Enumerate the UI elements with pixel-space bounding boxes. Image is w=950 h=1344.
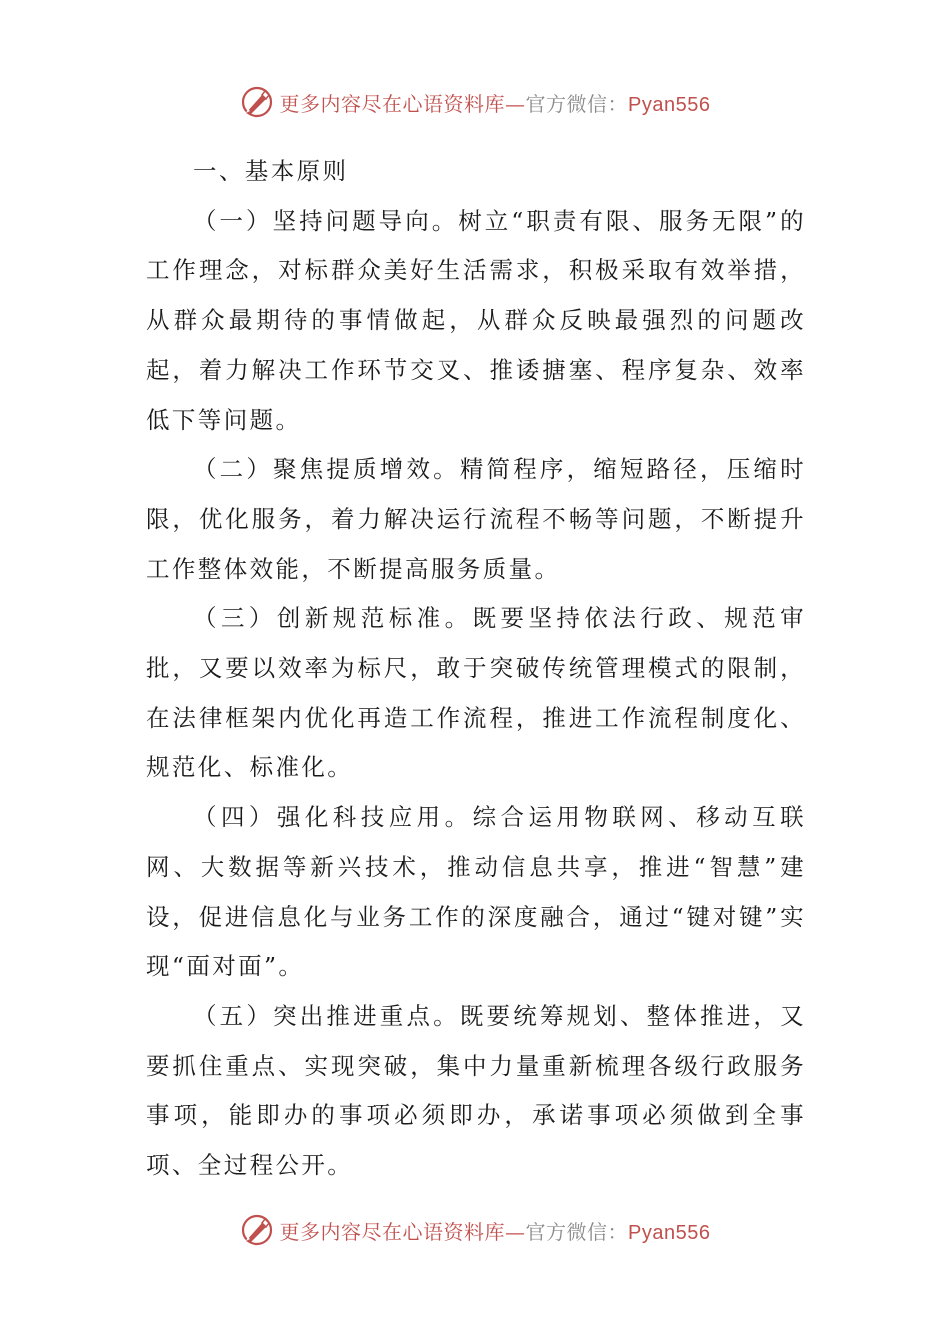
pen-logo-icon <box>240 1213 274 1247</box>
paragraph-2: （二）聚焦提质增效。精简程序，缩短路径，压缩时限，优化服务，着力解决运行流程不畅等问题，不断提升工作整体效能，不断提高服务质量。 <box>146 455 806 583</box>
paragraph-5: （五）突出推进重点。既要统筹规划、整体推进，又要抓住重点、实现突破，集中力量重新梳理各级行政服务事项，能即办的事项必须即办，承诺事项必须做到全事项、全过程公开。 <box>146 1001 806 1180</box>
paragraph-4: （四）强化科技应用。综合运用物联网、移动互联网、大数据等新兴技术，推动信息共享，推进“智慧”建设，促进信息化与业务工作的深度融合，通过“键对键”实现“面对面”。 <box>146 803 806 981</box>
document-body <box>146 147 806 1191</box>
banner-site-text: 更多内容尽在心语资料库— <box>279 91 526 116</box>
header-banner <box>0 82 950 122</box>
banner-text <box>280 88 711 117</box>
section-heading: 一、基本原则 <box>193 157 349 185</box>
banner-wechat-id: Pyan556 <box>628 93 711 116</box>
banner-wechat-label: 官方微信： <box>525 91 629 116</box>
pen-logo-icon <box>240 85 274 119</box>
footer-banner <box>0 1210 950 1250</box>
banner-text <box>280 1216 711 1245</box>
paragraph-1: （一）坚持问题导向。树立“职责有限、服务无限”的工作理念，对标群众美好生活需求，积极采取有效举措，从群众最期待的事情做起，从群众反映最强烈的问题改起，着力解决工作环节交叉、推诿搪塞、程序复杂、效率低下等问题。 <box>146 206 806 434</box>
paragraph-3: （三）创新规范标准。既要坚持依法行政、规范审批，又要以效率为标尺，敢于突破传统管理模式的限制，在法律框架内优化再造工作流程，推进工作流程制度化、规范化、标准化。 <box>146 604 806 782</box>
banner-wechat-id: Pyan556 <box>628 1221 711 1244</box>
banner-wechat-label: 官方微信： <box>525 1219 629 1244</box>
banner-site-text: 更多内容尽在心语资料库— <box>279 1219 526 1244</box>
